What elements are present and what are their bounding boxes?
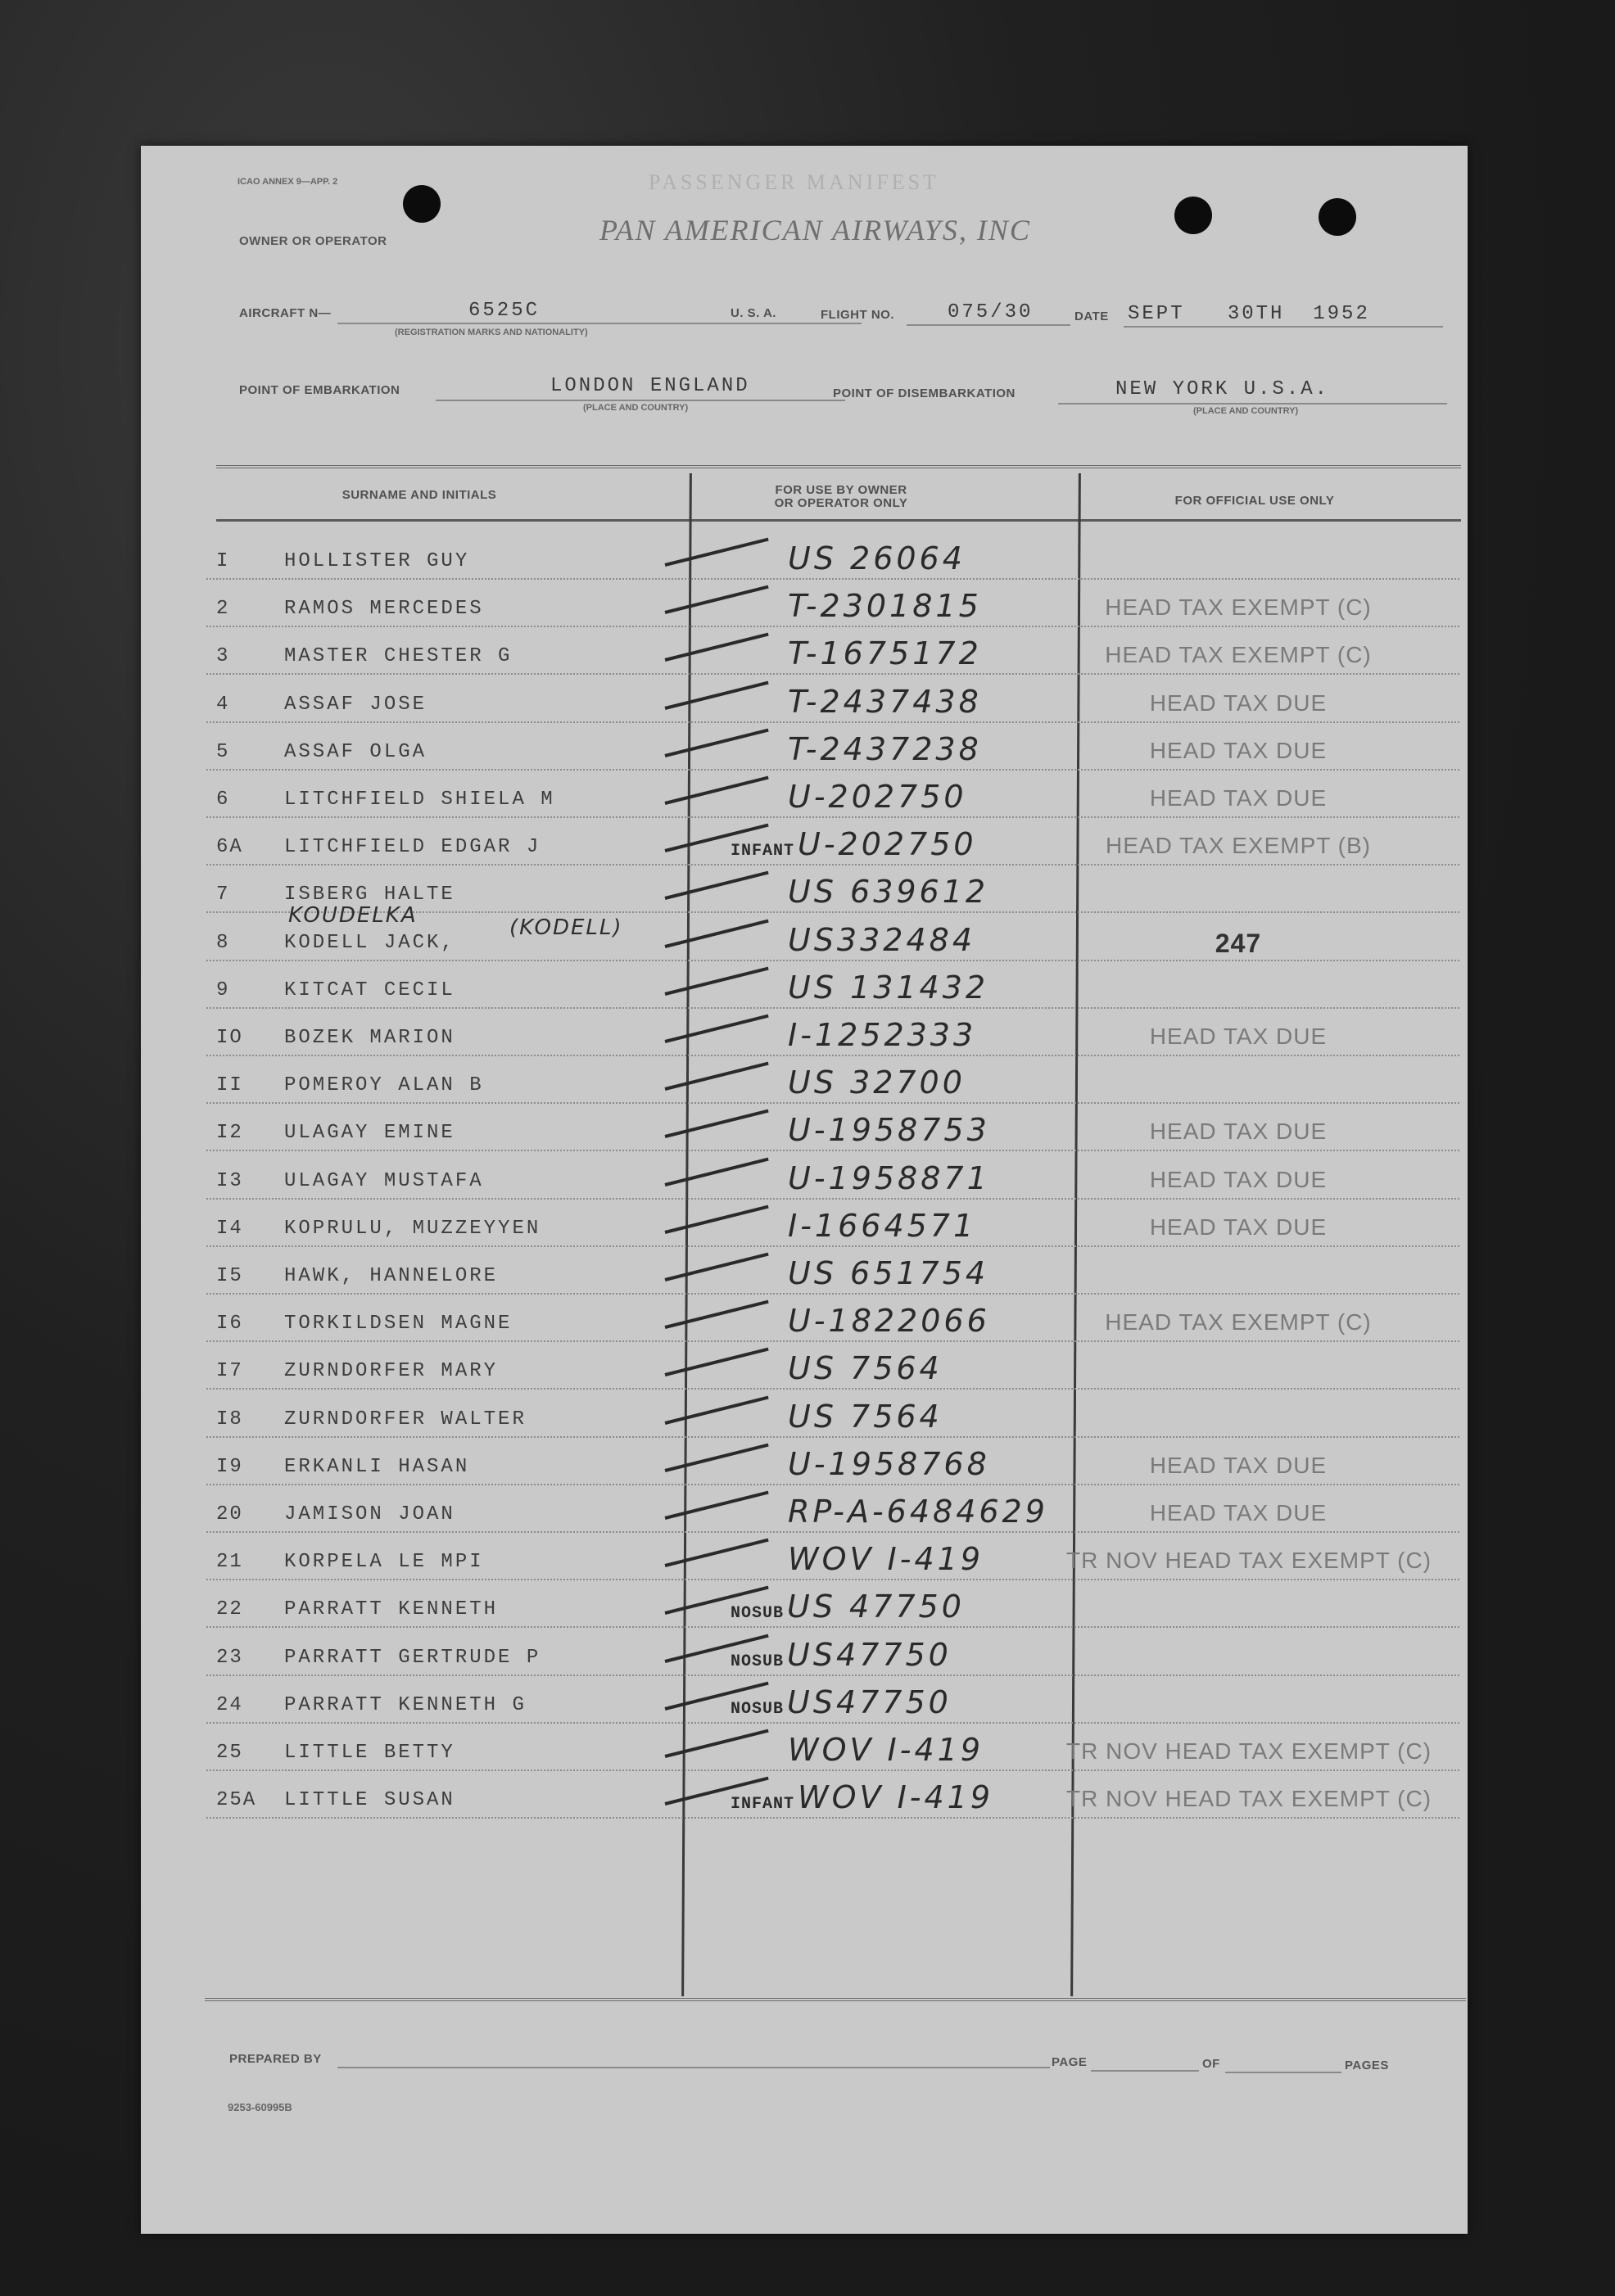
passport-prefix: NOSUB — [731, 1700, 785, 1719]
check-stroke — [665, 1205, 769, 1234]
prepared-by-label: PREPARED BY — [229, 2052, 322, 2066]
passport-value: RP-A-6484629 — [788, 1494, 1048, 1530]
row-line — [206, 1675, 1459, 1676]
passenger-name: PARRATT KENNETH G — [284, 1694, 527, 1716]
row-number: 25 — [216, 1742, 243, 1764]
passport-value: I-1252333 — [788, 1017, 977, 1053]
form-code: ICAO ANNEX 9—APP. 2 — [238, 177, 338, 187]
official-note: HEAD TAX DUE — [1149, 1024, 1328, 1049]
official-note: HEAD TAX EXEMPT (C) — [1105, 1309, 1372, 1335]
passenger-name: LITTLE SUSAN — [284, 1789, 455, 1811]
punch-hole-left — [403, 185, 441, 223]
embark-label: POINT OF EMBARKATION — [239, 383, 400, 397]
embark-caption: (PLACE AND COUNTRY) — [583, 403, 689, 413]
col-header-name: SURNAME AND INITIALS — [342, 488, 497, 502]
passport-prefix: INFANT — [731, 1795, 795, 1814]
row8-correction-paren: (KODELL) — [509, 915, 623, 940]
row-line — [206, 1293, 1459, 1295]
passenger-name: RAMOS MERCEDES — [284, 598, 484, 620]
passport-value: US332484 — [788, 922, 975, 958]
disembark-caption: (PLACE AND COUNTRY) — [1193, 406, 1299, 416]
row-line — [206, 1245, 1459, 1247]
col-header-official: FOR OFFICIAL USE ONLY — [1174, 494, 1335, 508]
row-number: I6 — [216, 1313, 243, 1335]
passport-value: I-1664571 — [788, 1208, 977, 1244]
passport-number — [788, 1255, 1238, 1291]
row-line — [206, 1484, 1459, 1485]
check-stroke — [665, 871, 769, 900]
col-header-owner-use-1: FOR USE BY OWNER — [775, 483, 907, 497]
row-number: 9 — [216, 979, 230, 1001]
row-line — [206, 1007, 1459, 1009]
manifest-sheet — [141, 146, 1468, 2234]
passport-number — [788, 1399, 1238, 1435]
passenger-name: KODELL JACK, — [284, 932, 455, 954]
passenger-name: KORPELA LE MPI — [284, 1551, 484, 1573]
passport-value: T-2437238 — [788, 731, 982, 767]
row-line — [206, 1769, 1459, 1771]
passport-value: US 7564 — [788, 1399, 943, 1435]
passenger-name: HOLLISTER GUY — [284, 550, 470, 572]
passenger-name: ZURNDORFER MARY — [284, 1360, 499, 1382]
col-header-owner-use-2: OR OPERATOR ONLY — [774, 496, 908, 510]
passenger-name: LITTLE BETTY — [284, 1742, 455, 1764]
aircraft-value: 6525C — [468, 300, 541, 322]
passenger-name: KOPRULU, MUZZEYYEN — [284, 1218, 541, 1240]
check-stroke — [665, 1539, 769, 1567]
date-value: SEPT 30TH 1952 — [1128, 303, 1370, 325]
row-number: 4 — [216, 694, 230, 716]
row-line — [206, 1722, 1459, 1724]
punch-hole-right-1 — [1174, 197, 1212, 234]
passport-number — [731, 1589, 1181, 1625]
passport-value: US 651754 — [788, 1255, 989, 1291]
row-number: 6 — [216, 789, 230, 811]
row-line — [206, 1626, 1459, 1628]
official-note: TR NOV HEAD TAX EXEMPT (C) — [1066, 1738, 1432, 1764]
official-note: HEAD TAX EXEMPT (C) — [1105, 594, 1372, 620]
passenger-name: LITCHFIELD EDGAR J — [284, 836, 541, 858]
row-line — [206, 960, 1459, 961]
check-stroke — [665, 1348, 769, 1376]
passport-number — [788, 540, 1238, 576]
check-stroke — [665, 585, 769, 614]
passenger-name: TORKILDSEN MAGNE — [284, 1313, 513, 1335]
passport-value: U-1958753 — [788, 1112, 990, 1148]
passenger-name: MASTER CHESTER G — [284, 645, 513, 667]
check-stroke — [665, 633, 769, 662]
pages-label: PAGES — [1345, 2059, 1389, 2072]
row-line — [206, 1102, 1459, 1104]
passport-value: U-1958768 — [788, 1446, 990, 1482]
passport-number — [788, 874, 1238, 910]
official-note: HEAD TAX DUE — [1149, 690, 1328, 716]
row-line — [206, 578, 1459, 580]
passport-number — [788, 1350, 1238, 1386]
passenger-name: ULAGAY MUSTAFA — [284, 1170, 484, 1192]
row-number: II — [216, 1074, 243, 1096]
check-stroke — [665, 1729, 769, 1758]
form-number: 9253-60995B — [228, 2101, 292, 2113]
check-stroke — [665, 1110, 769, 1138]
check-stroke — [665, 729, 769, 757]
passport-value: T-1675172 — [788, 635, 982, 671]
check-stroke — [665, 1491, 769, 1520]
row-line — [206, 721, 1459, 723]
passport-prefix: INFANT — [731, 842, 795, 861]
official-note: HEAD TAX DUE — [1149, 1167, 1328, 1192]
row-number: I3 — [216, 1170, 243, 1192]
manifest-title: PASSENGER MANIFEST — [649, 170, 939, 194]
passport-number — [788, 969, 1238, 1006]
row-number: 7 — [216, 884, 230, 906]
punch-hole-right-2 — [1319, 198, 1356, 236]
passenger-name: ASSAF OLGA — [284, 741, 428, 763]
passenger-name: PARRATT KENNETH — [284, 1598, 499, 1620]
row-number: 25A — [216, 1789, 257, 1811]
row-line — [206, 864, 1459, 866]
passenger-name: BOZEK MARION — [284, 1027, 455, 1049]
row8-correction-above: KOUDELKA — [288, 903, 418, 928]
row-number: I4 — [216, 1218, 243, 1240]
passport-value: T-2437438 — [788, 684, 982, 720]
row-line — [206, 1198, 1459, 1200]
check-stroke — [665, 1444, 769, 1472]
passenger-name: ULAGAY EMINE — [284, 1122, 455, 1144]
row-line — [206, 1579, 1459, 1580]
official-note: HEAD TAX DUE — [1149, 1500, 1328, 1525]
row-number: I2 — [216, 1122, 243, 1144]
row-line — [206, 1531, 1459, 1533]
flight-label: FLIGHT NO. — [821, 308, 894, 322]
row-number: I9 — [216, 1456, 243, 1478]
row-line — [206, 1055, 1459, 1056]
passport-value: US 131432 — [788, 969, 989, 1006]
official-note: HEAD TAX DUE — [1149, 738, 1328, 763]
row-line — [206, 1388, 1459, 1390]
row-number: IO — [216, 1027, 243, 1049]
passenger-name: HAWK, HANNELORE — [284, 1265, 499, 1287]
passport-value: US 26064 — [788, 540, 966, 576]
passenger-name: ISBERG HALTE — [284, 884, 455, 906]
official-note: HEAD TAX EXEMPT (C) — [1105, 642, 1372, 667]
passport-value: US47750 — [787, 1684, 952, 1720]
check-stroke — [665, 967, 769, 996]
passenger-name: ERKANLI HASAN — [284, 1456, 470, 1478]
check-stroke — [665, 538, 769, 567]
passenger-name: PARRATT GERTRUDE P — [284, 1647, 541, 1669]
row-number: I7 — [216, 1360, 243, 1382]
of-label: OF — [1202, 2057, 1220, 2071]
row-line — [206, 626, 1459, 627]
flight-value: 075/30 — [948, 301, 1034, 323]
row-line — [206, 1817, 1459, 1819]
passport-value: T-2301815 — [788, 588, 982, 624]
passport-value: U-1958871 — [788, 1160, 990, 1196]
passenger-name: JAMISON JOAN — [284, 1503, 455, 1525]
official-note: HEAD TAX DUE — [1149, 1453, 1328, 1478]
row-line — [206, 816, 1459, 818]
disembark-value: NEW YORK U.S.A. — [1115, 378, 1330, 400]
official-note: HEAD TAX EXEMPT (B) — [1106, 833, 1371, 858]
row-number: 2 — [216, 598, 230, 620]
passport-value: US 639612 — [788, 874, 989, 910]
row-number: 6A — [216, 836, 243, 858]
carrier-name: PAN AMERICAN AIRWAYS, INC — [599, 214, 1031, 246]
passport-value: WOV I-419 — [788, 1541, 984, 1577]
official-note: 247 — [1215, 929, 1262, 958]
aircraft-label: AIRCRAFT N— — [239, 306, 332, 320]
owner-label: OWNER OR OPERATOR — [239, 234, 387, 248]
row-number: I — [216, 550, 230, 572]
passport-value: US 32700 — [788, 1064, 966, 1101]
passport-prefix: NOSUB — [731, 1604, 785, 1623]
row-line — [206, 1150, 1459, 1151]
passport-number — [788, 1064, 1238, 1101]
passport-value: WOV I-419 — [798, 1779, 994, 1815]
passport-value: US 47750 — [787, 1589, 965, 1625]
row-number: 23 — [216, 1647, 243, 1669]
check-stroke — [665, 1015, 769, 1043]
disembark-label: POINT OF DISEMBARKATION — [833, 386, 1016, 400]
row-number: 24 — [216, 1694, 243, 1716]
official-note: HEAD TAX DUE — [1149, 1214, 1328, 1240]
passenger-name: LITCHFIELD SHIELA M — [284, 789, 555, 811]
passenger-name: KITCAT CECIL — [284, 979, 455, 1001]
row-number: 5 — [216, 741, 230, 763]
passenger-name: ASSAF JOSE — [284, 694, 428, 716]
row-line — [206, 1340, 1459, 1342]
check-stroke — [665, 681, 769, 710]
passport-value: US47750 — [787, 1637, 952, 1673]
official-note: TR NOV HEAD TAX EXEMPT (C) — [1066, 1548, 1432, 1573]
check-stroke — [665, 1300, 769, 1329]
check-stroke — [665, 1396, 769, 1425]
row-number: 22 — [216, 1598, 243, 1620]
passport-value: U-1822066 — [788, 1303, 990, 1339]
row-line — [206, 769, 1459, 771]
row-number: I5 — [216, 1265, 243, 1287]
row-number: 8 — [216, 932, 230, 954]
date-label: DATE — [1074, 310, 1109, 323]
row-line — [206, 673, 1459, 675]
passenger-name: ZURNDORFER WALTER — [284, 1408, 527, 1430]
passport-value: U-202750 — [788, 779, 967, 815]
official-note: HEAD TAX DUE — [1149, 1119, 1328, 1144]
passport-value: US 7564 — [788, 1350, 943, 1386]
check-stroke — [665, 1062, 769, 1091]
page-label: PAGE — [1052, 2055, 1088, 2069]
passport-number — [731, 1684, 1181, 1720]
check-stroke — [665, 1158, 769, 1186]
passport-value: WOV I-419 — [788, 1732, 984, 1768]
passport-number — [731, 1637, 1181, 1673]
row-number: 3 — [216, 645, 230, 667]
passenger-name: POMEROY ALAN B — [284, 1074, 484, 1096]
usa-label: U. S. A. — [731, 306, 776, 320]
row-number: 20 — [216, 1503, 243, 1525]
row-line — [206, 1436, 1459, 1438]
passport-value: U-202750 — [798, 826, 977, 862]
row-number: I8 — [216, 1408, 243, 1430]
check-stroke — [665, 920, 769, 948]
embark-value: LONDON ENGLAND — [550, 375, 750, 397]
passport-prefix: NOSUB — [731, 1652, 785, 1671]
official-note: TR NOV HEAD TAX EXEMPT (C) — [1066, 1786, 1432, 1811]
aircraft-caption: (REGISTRATION MARKS AND NATIONALITY) — [395, 328, 588, 337]
official-note: HEAD TAX DUE — [1149, 785, 1328, 811]
row-number: 21 — [216, 1551, 243, 1573]
check-stroke — [665, 776, 769, 805]
check-stroke — [665, 1253, 769, 1281]
